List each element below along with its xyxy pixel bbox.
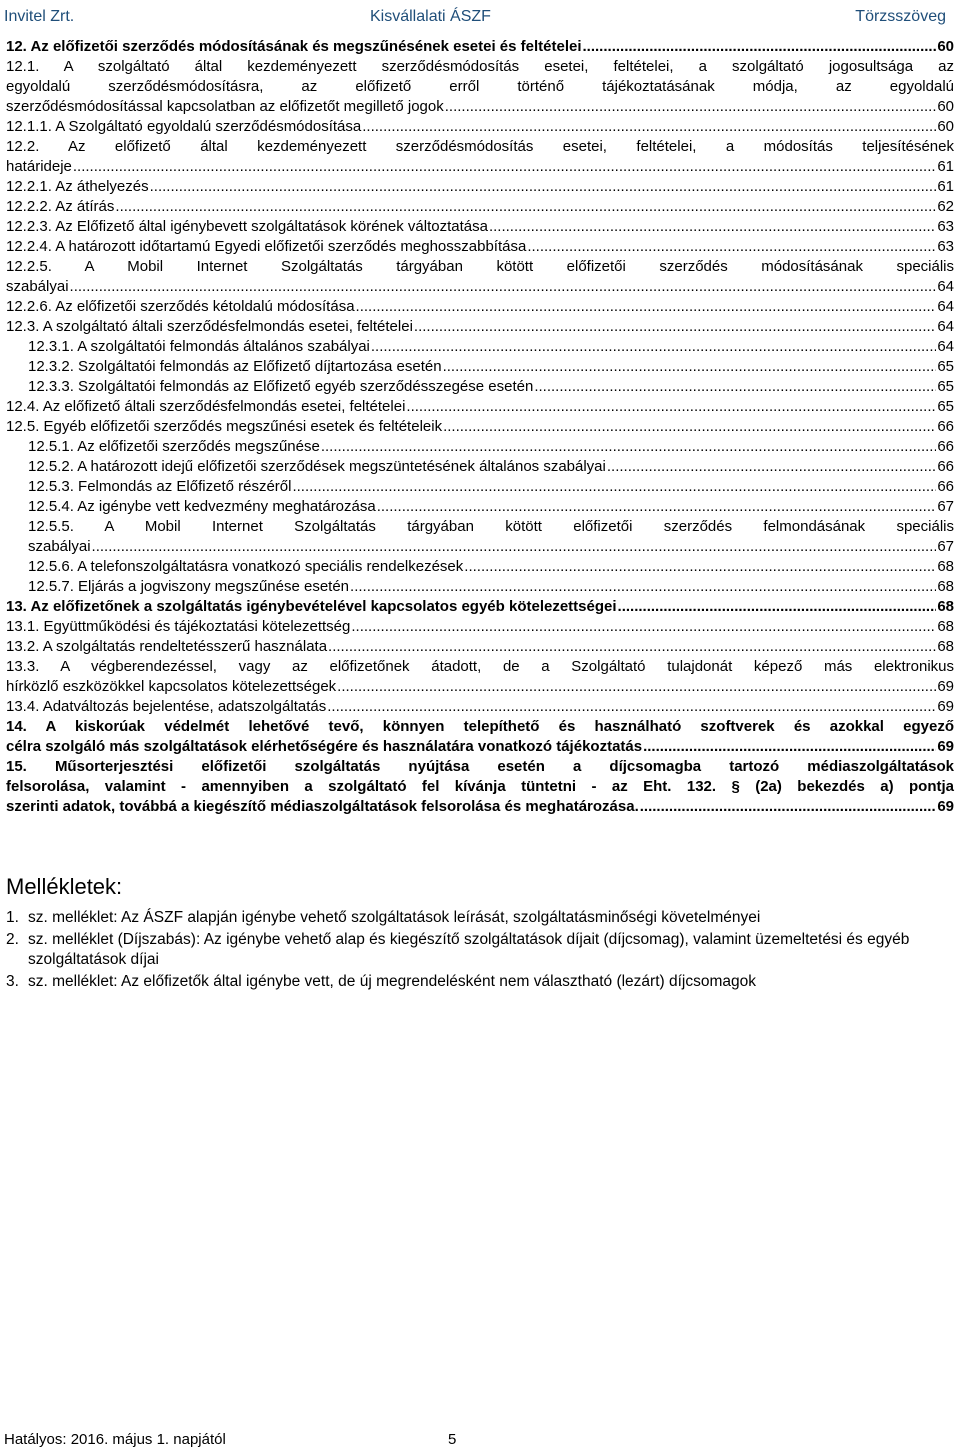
toc-leader-dots <box>337 677 936 697</box>
toc-entry[interactable] <box>6 397 954 417</box>
attachment-text: sz. melléklet (Díjszabás): Az igénybe vehető alap és kiegészítő szolgáltatások díjait (díjcsomag), valamint üzemeltetési és egyéb szolgáltatások díjai <box>28 931 910 968</box>
toc-entry-title: 12.5.2. A határozott idejű előfizetői szerződések megszüntetésének általános szabályai <box>28 458 606 475</box>
toc-page-number: 68 <box>937 618 954 635</box>
toc-entry[interactable] <box>6 237 954 257</box>
toc-entry-title: 12.5.3. Felmondás az Előfizető részéről <box>28 478 292 495</box>
toc-leader-dots <box>445 97 937 117</box>
footer-effective-date: Hatályos: 2016. május 1. napjától <box>4 1431 226 1448</box>
toc-entry-text: 13.3. A végberendezéssel, vagy az előfizetőnek átadott, de a Szolgáltató tulajdonát képező más elektronikus <box>6 658 954 675</box>
toc-page-number: 66 <box>937 418 954 435</box>
toc-page-number: 68 <box>937 578 954 595</box>
toc-leader-dots <box>92 537 937 557</box>
attachment-number: 2. <box>6 931 19 948</box>
table-of-contents <box>6 37 954 817</box>
toc-page-number: 68 <box>937 598 954 615</box>
toc-leader-dots <box>414 317 936 337</box>
toc-leader-dots <box>150 177 937 197</box>
toc-entry-title: szerinti adatok, továbbá a kiegészítő médiaszolgáltatások felsorolása és meghatározása. <box>6 798 639 815</box>
attachment-text: sz. melléklet: Az ÁSZF alapján igénybe vehető szolgáltatások leírását, szolgáltatásminőségi követelményei <box>28 909 761 926</box>
toc-entry-title: 12.5. Egyéb előfizetői szerződés megszűnési esetek és feltételeik <box>6 418 443 435</box>
toc-page-number: 65 <box>937 398 954 415</box>
toc-leader-dots <box>464 557 936 577</box>
toc-entry[interactable] <box>6 317 954 337</box>
toc-entry-title: 12.3. A szolgáltató általi szerződésfelmondás esetei, feltételei <box>6 318 413 335</box>
header-company: Invitel Zrt. <box>4 8 75 25</box>
toc-leader-dots <box>443 417 936 437</box>
toc-entry-text: 12.2. Az előfizető által kezdeményezett szerződésmódosítás esetei, feltételei, a módosítás teljesítésének <box>6 138 954 155</box>
toc-entry[interactable] <box>6 477 954 497</box>
toc-entry[interactable] <box>6 117 954 137</box>
toc-entry-title: 12.5.4. Az igénybe vett kedvezmény meghatározása <box>28 498 376 515</box>
toc-leader-dots <box>618 597 937 617</box>
toc-entry-title: hírközlő eszközökkel kapcsolatos kötelezettségek <box>6 678 337 695</box>
toc-entry[interactable] <box>6 197 954 217</box>
toc-entry-text: felsorolása, valamint - amennyiben a szolgáltató fel kívánja tüntetni - az Eht. 132. § (2a) bekezdés a) pontja <box>6 778 954 795</box>
toc-leader-dots <box>328 637 936 657</box>
attachments-heading: Mellékletek: <box>6 874 123 899</box>
page-footer <box>4 1431 954 1448</box>
toc-leader-dots <box>292 477 936 497</box>
toc-leader-dots <box>527 237 936 257</box>
toc-page-number: 69 <box>937 798 954 815</box>
toc-entry-title: 12.5.7. Eljárás a jogviszony megszűnése esetén <box>28 578 350 595</box>
attachment-item <box>6 972 956 992</box>
toc-page-number: 60 <box>937 38 954 55</box>
toc-page-number: 61 <box>937 178 954 195</box>
toc-leader-dots <box>356 297 937 317</box>
toc-page-number: 68 <box>937 638 954 655</box>
toc-leader-dots <box>643 737 936 757</box>
toc-page-number: 67 <box>937 498 954 515</box>
toc-entry-title: 12.2.2. Az átírás <box>6 198 115 215</box>
toc-entry[interactable] <box>6 497 954 517</box>
toc-entry[interactable] <box>6 217 954 237</box>
toc-entry-title: 12.3.3. Szolgáltatói felmondás az Előfizető egyéb szerződésszegése esetén <box>28 378 534 395</box>
attachment-item <box>6 930 956 970</box>
toc-page-number: 63 <box>937 238 954 255</box>
toc-leader-dots <box>362 117 936 137</box>
toc-entry-title: 12.5.6. A telefonszolgáltatásra vonatkozó speciális rendelkezések <box>28 558 464 575</box>
toc-page-number: 64 <box>937 338 954 355</box>
toc-entry-text: 12.2.5. A Mobil Internet Szolgáltatás tárgyában kötött előfizetői szerződés módosításának speciális <box>6 258 954 275</box>
toc-page-number: 65 <box>937 358 954 375</box>
toc-leader-dots <box>377 497 937 517</box>
toc-page-number: 69 <box>937 738 954 755</box>
toc-page-number: 61 <box>937 158 954 175</box>
header-version: Törzsszöveg <box>855 8 946 25</box>
toc-entry-title: 12.3.2. Szolgáltatói felmondás az Előfizető díjtartozása esetén <box>28 358 442 375</box>
attachment-text: sz. melléklet: Az előfizetők által igénybe vett, de új megrendelésként nem választható (lezárt) díjcsomagok <box>28 973 757 990</box>
toc-leader-dots <box>640 797 937 817</box>
toc-page-number: 65 <box>937 378 954 395</box>
toc-entry[interactable] <box>6 297 954 317</box>
attachment-number: 3. <box>6 973 19 990</box>
toc-entry[interactable] <box>6 637 954 657</box>
toc-entry-title: célra szolgáló más szolgáltatások elérhetőségére és használatára vonatkozó tájékoztatás <box>6 738 643 755</box>
toc-leader-dots <box>443 357 937 377</box>
toc-entry[interactable] <box>6 137 954 177</box>
toc-leader-dots <box>534 377 936 397</box>
attachment-item <box>6 908 956 928</box>
toc-leader-dots <box>350 577 936 597</box>
toc-entry-title: 12.1.1. A Szolgáltató egyoldalú szerződésmódosítása <box>6 118 362 135</box>
toc-leader-dots <box>351 617 936 637</box>
toc-entry-title: 12.2.6. Az előfizetői szerződés kétoldalú módosítása <box>6 298 355 315</box>
toc-entry[interactable] <box>6 37 954 57</box>
toc-entry[interactable] <box>6 257 954 297</box>
toc-entry-title: 12.2.1. Az áthelyezés <box>6 178 149 195</box>
page-header <box>0 4 960 30</box>
toc-entry[interactable] <box>6 757 954 817</box>
toc-leader-dots <box>73 157 936 177</box>
toc-entry-text: egyoldalú szerződésmódosításra, az előfizető erről történő tájékoztatásának módja, az egyoldalú <box>6 78 954 95</box>
toc-page-number: 66 <box>937 458 954 475</box>
toc-leader-dots <box>70 277 937 297</box>
header-document-title: Kisvállalati ÁSZF <box>370 8 491 25</box>
toc-entry-text: 15. Műsorterjesztési előfizetői szolgáltatás nyújtása esetén a díjcsomagba tartozó médiaszolgáltatások <box>6 758 954 775</box>
toc-page-number: 60 <box>937 98 954 115</box>
attachments-list <box>6 908 956 994</box>
toc-entry[interactable] <box>6 657 954 697</box>
toc-leader-dots <box>607 457 936 477</box>
toc-entry[interactable] <box>6 457 954 477</box>
toc-entry-text: 12.5.5. A Mobil Internet Szolgáltatás tárgyában kötött előfizetői szerződés felmondásának speciális <box>28 518 954 535</box>
toc-page-number: 64 <box>937 298 954 315</box>
toc-entry[interactable] <box>6 337 954 357</box>
toc-entry[interactable] <box>6 557 954 577</box>
toc-entry-title: 13.4. Adatváltozás bejelentése, adatszolgáltatás <box>6 698 327 715</box>
toc-entry-title: szabályai <box>28 538 91 555</box>
toc-entry[interactable] <box>6 377 954 397</box>
toc-entry-title: szabályai <box>6 278 69 295</box>
toc-entry[interactable] <box>6 57 954 117</box>
toc-entry[interactable] <box>6 597 954 617</box>
toc-page-number: 66 <box>937 478 954 495</box>
toc-page-number: 64 <box>937 318 954 335</box>
toc-entry-title: 12.4. Az előfizető általi szerződésfelmondás esetei, feltételei <box>6 398 406 415</box>
toc-leader-dots <box>115 197 936 217</box>
toc-page-number: 67 <box>937 538 954 555</box>
toc-entry[interactable] <box>6 417 954 437</box>
toc-entry-text: 14. A kiskorúak védelmét lehetővé tevő, könnyen telepíthető és használható szoftverek és azokkal egyező <box>6 718 954 735</box>
toc-leader-dots <box>583 37 937 57</box>
toc-page-number: 63 <box>937 218 954 235</box>
toc-entry[interactable] <box>6 177 954 197</box>
toc-leader-dots <box>371 337 936 357</box>
toc-page-number: 64 <box>937 278 954 295</box>
toc-entry[interactable] <box>6 717 954 757</box>
toc-page-number: 62 <box>937 198 954 215</box>
toc-page-number: 68 <box>937 558 954 575</box>
footer-page-number: 5 <box>448 1431 457 1448</box>
toc-entry[interactable] <box>6 517 954 557</box>
toc-page-number: 69 <box>937 698 954 715</box>
toc-leader-dots <box>327 697 936 717</box>
toc-entry-title: 12.2.3. Az Előfizető által igénybevett szolgáltatások körének változtatása <box>6 218 488 235</box>
toc-entry-title: szerződésmódosítással kapcsolatban az előfizetőt megillető jogok <box>6 98 444 115</box>
toc-entry-title: határideje <box>6 158 72 175</box>
toc-entry[interactable] <box>6 357 954 377</box>
toc-entry[interactable] <box>6 617 954 637</box>
toc-entry-title: 12.5.1. Az előfizetői szerződés megszűnése <box>28 438 320 455</box>
toc-page-number: 66 <box>937 438 954 455</box>
toc-page-number: 60 <box>937 118 954 135</box>
toc-leader-dots <box>489 217 936 237</box>
toc-entry-title: 13.1. Együttműködési és tájékoztatási kötelezettség <box>6 618 351 635</box>
toc-entry-title: 13.2. A szolgáltatás rendeltetésszerű használata <box>6 638 328 655</box>
toc-entry-title: 12.3.1. A szolgáltatói felmondás általános szabályai <box>28 338 370 355</box>
toc-entry-text: 12.1. A szolgáltató által kezdeményezett szerződésmódosítás esetei, feltételei, a szolgáltató jogosultsága az <box>6 58 954 75</box>
toc-entry[interactable] <box>6 437 954 457</box>
toc-leader-dots <box>406 397 936 417</box>
toc-page-number: 69 <box>937 678 954 695</box>
toc-entry[interactable] <box>6 577 954 597</box>
toc-entry-title: 12.2.4. A határozott időtartamú Egyedi előfizetői szerződés meghosszabbítása <box>6 238 527 255</box>
toc-entry-title: 12. Az előfizetői szerződés módosításának és megszűnésének esetei és feltételei <box>6 38 582 55</box>
attachment-number: 1. <box>6 909 19 926</box>
toc-leader-dots <box>321 437 936 457</box>
toc-entry[interactable] <box>6 697 954 717</box>
toc-entry-title: 13. Az előfizetőnek a szolgáltatás igénybevételével kapcsolatos egyéb kötelezettségei <box>6 598 617 615</box>
